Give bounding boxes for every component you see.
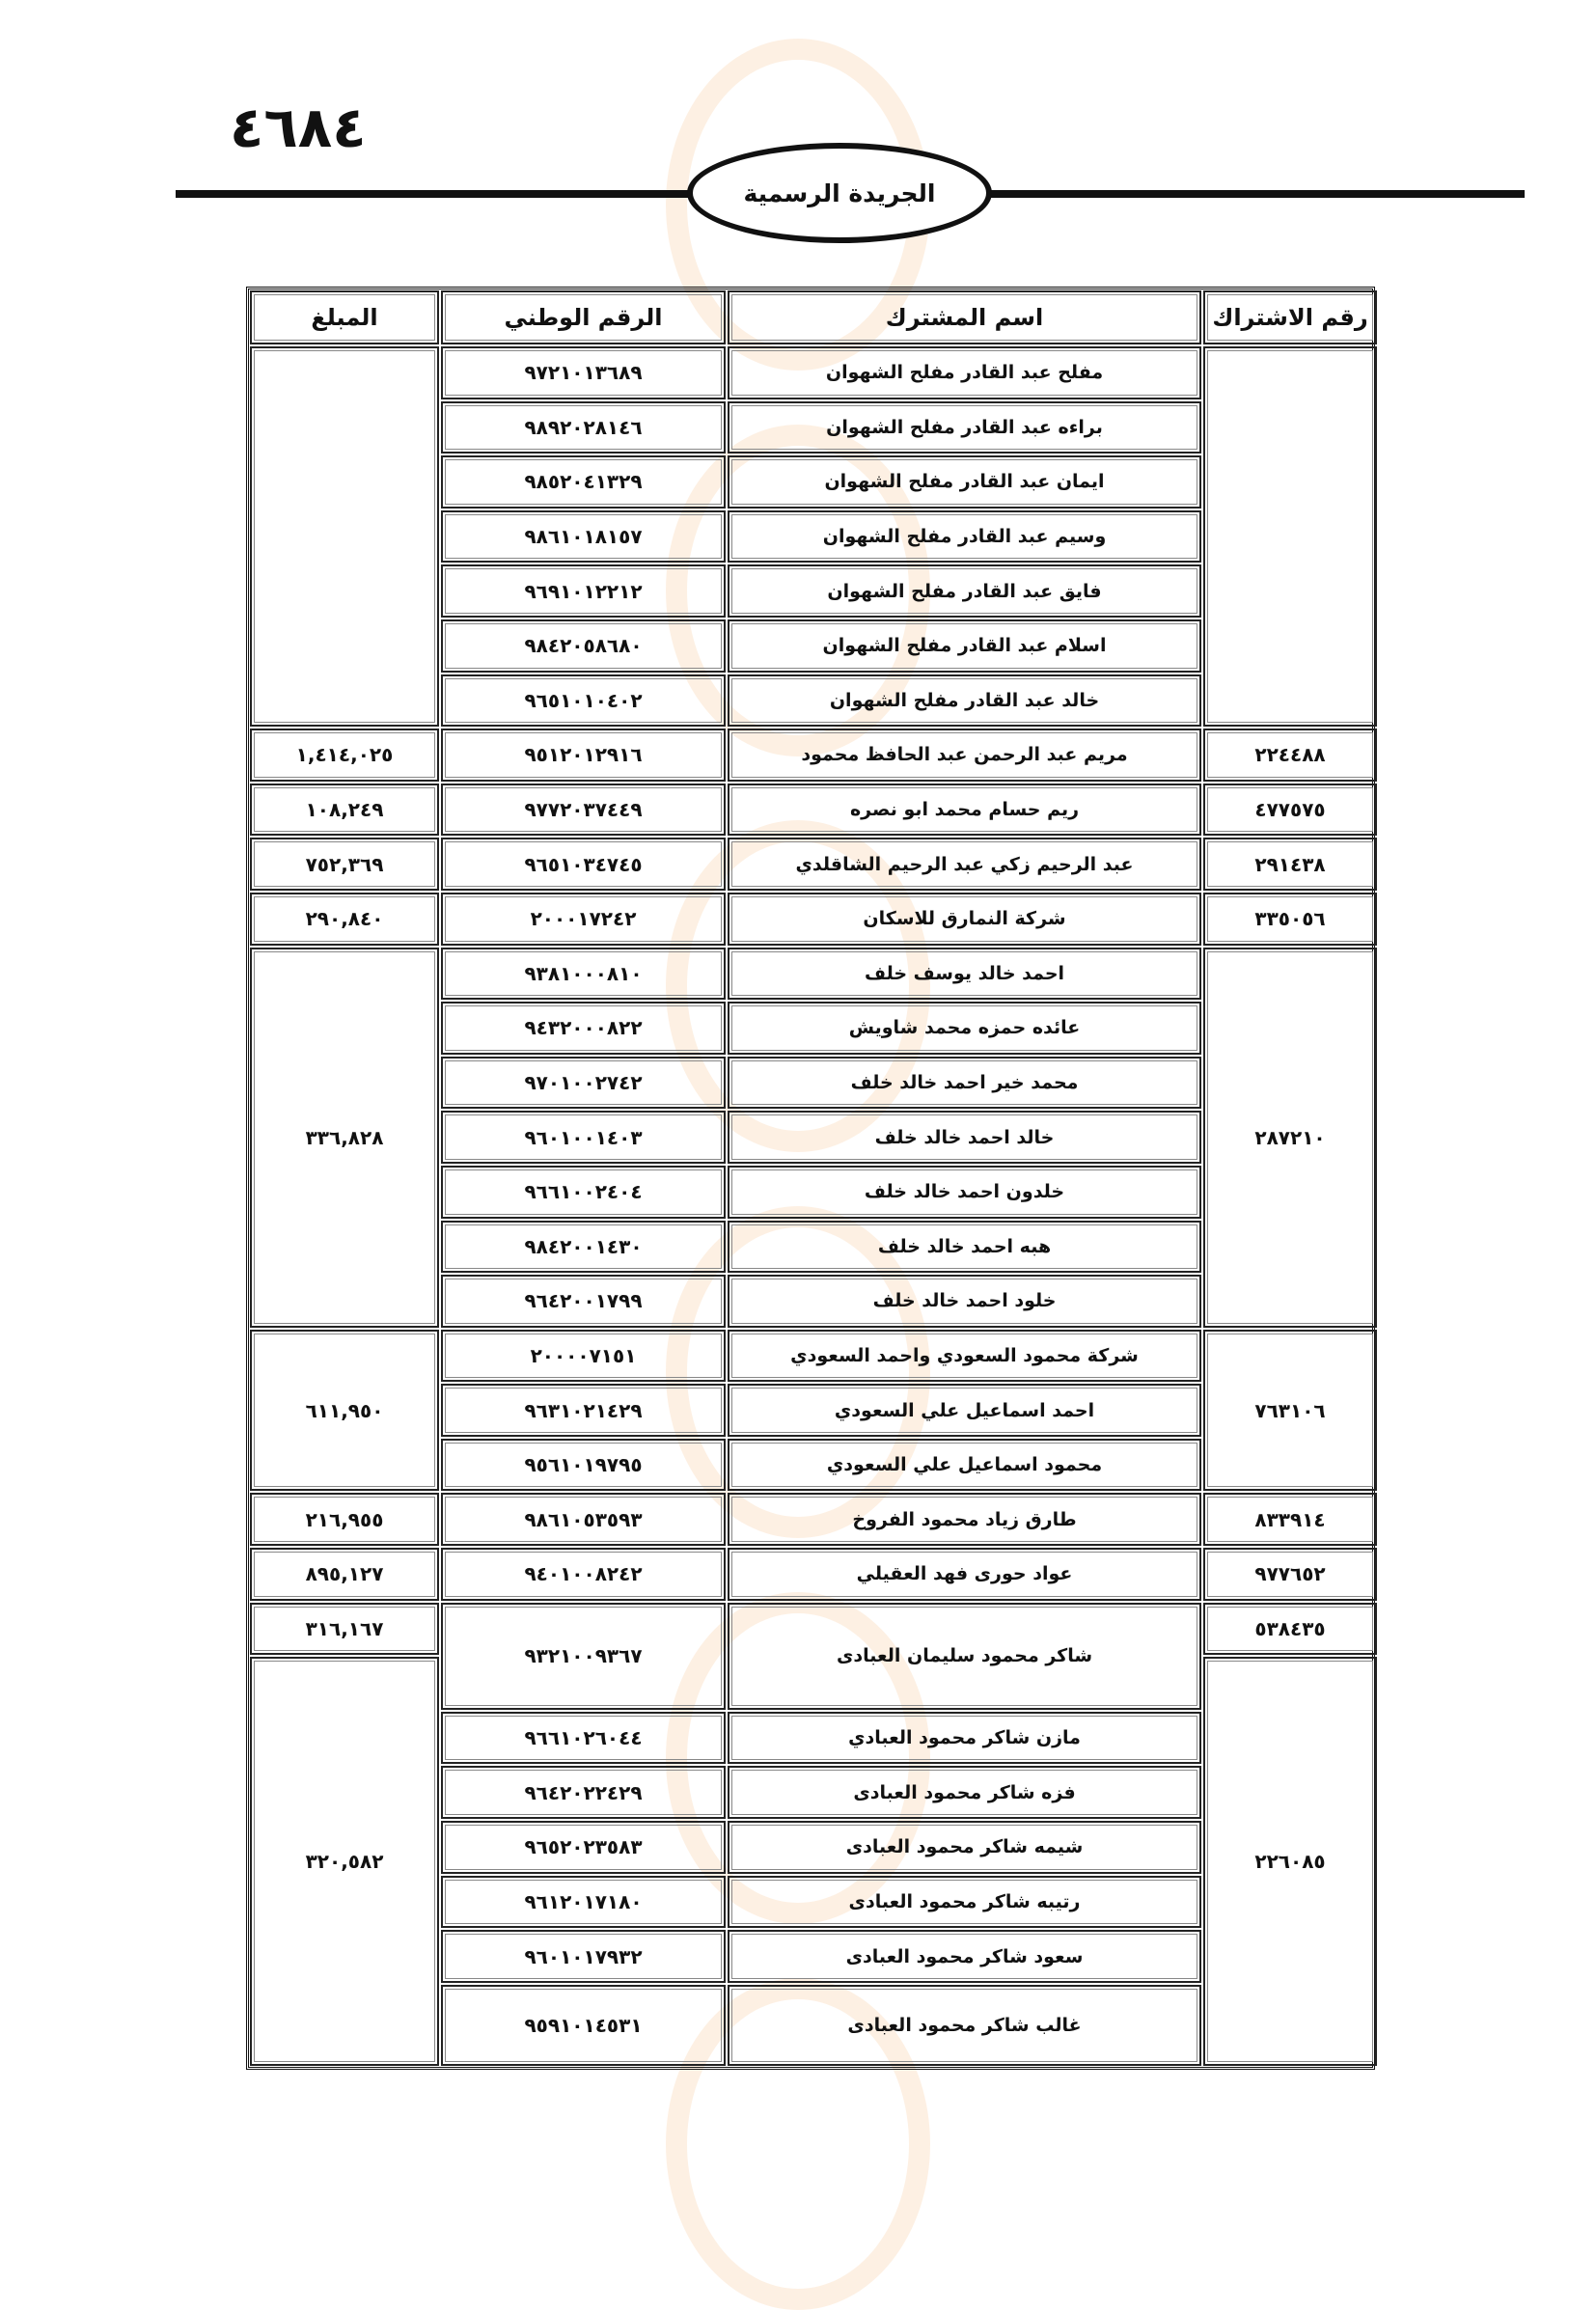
national-id: ٩٦٠١٠١٧٩٣٢ — [441, 1930, 726, 1983]
subscription-number: ٤٧٧٥٧٥ — [1203, 784, 1377, 837]
subscriber-name: ريم حسام محمد ابو نصره — [728, 784, 1201, 837]
subscriber-name: عواد حورى فهد العقيلي — [728, 1548, 1201, 1601]
subscription-number: ٥٣٨٤٣٥ — [1203, 1603, 1377, 1656]
subscribers-table — [246, 287, 1375, 2070]
subscriber-name: احمد اسماعيل علي السعودي — [728, 1384, 1201, 1437]
amount: ١,٤١٤,٠٢٥ — [250, 729, 439, 782]
subscriber-name: شاكر محمود سليمان العبادى — [728, 1603, 1201, 1710]
national-id: ٩٧٢١٠١٣٦٨٩ — [441, 346, 726, 399]
subscriber-name: خلود احمد خالد خلف — [728, 1275, 1201, 1328]
subscriber-name: فايق عبد القادر مفلح الشهوان — [728, 564, 1201, 618]
subscriber-name: محمود اسماعيل علي السعودي — [728, 1439, 1201, 1492]
amount: ٣٣٦,٨٢٨ — [250, 948, 439, 1328]
national-id: ٩٤٠١٠٠٨٢٤٢ — [441, 1548, 726, 1601]
subscription-number: ٧٦٣١٠٦ — [1203, 1330, 1377, 1492]
national-id: ٩٦٦١٠٠٢٤٠٤ — [441, 1166, 726, 1219]
subscriber-name: فزه شاكر محمود العبادى — [728, 1766, 1201, 1819]
subscriber-name: خلدون احمد خالد خلف — [728, 1166, 1201, 1219]
amount: ١٠٨,٢٤٩ — [250, 784, 439, 837]
subscriber-name: مريم عبد الرحمن عبد الحافظ محمود — [728, 729, 1201, 782]
amount: ٣١٦,١٦٧ — [250, 1603, 439, 1656]
header-amount: المبلغ — [250, 290, 439, 344]
subscriber-name: رتيبه شاكر محمود العبادى — [728, 1876, 1201, 1929]
national-id: ٩٧٠١٠٠٢٧٤٢ — [441, 1057, 726, 1110]
subscriber-name: مازن شاكر محمود العبادي — [728, 1712, 1201, 1765]
amount: ٦١١,٩٥٠ — [250, 1330, 439, 1492]
subscription-number: ٢٢٤٤٨٨ — [1203, 729, 1377, 782]
amount: ٢١٦,٩٥٥ — [250, 1493, 439, 1546]
national-id: ٩٦٠١٠٠١٤٠٣ — [441, 1111, 726, 1164]
subscription-number: ٢٩١٤٣٨ — [1203, 838, 1377, 891]
subscriber-name: خالد احمد خالد خلف — [728, 1111, 1201, 1164]
subscriber-name: مفلح عبد القادر مفلح الشهوان — [728, 346, 1201, 399]
national-id: ٩٧٧٢٠٣٧٤٤٩ — [441, 784, 726, 837]
subscriber-name: اسلام عبد القادر مفلح الشهوان — [728, 619, 1201, 673]
national-id: ٩٤٣٢٠٠٠٨٢٢ — [441, 1002, 726, 1055]
subscriber-name: خالد عبد القادر مفلح الشهوان — [728, 674, 1201, 728]
subscriber-name: احمد خالد يوسف خلف — [728, 948, 1201, 1001]
national-id: ٢٠٠٠١٧٢٤٢ — [441, 893, 726, 946]
subscriber-name: طارق زياد محمود الفروخ — [728, 1493, 1201, 1546]
amount: ٣٢٠,٥٨٢ — [250, 1657, 439, 2066]
national-id: ٩٦٤٢٠٠١٧٩٩ — [441, 1275, 726, 1328]
page-number: ٤٦٨٤ — [230, 95, 367, 160]
national-id: ٩٣٨١٠٠٠٨١٠ — [441, 948, 726, 1001]
national-id: ٩٦٥١٠٣٤٧٤٥ — [441, 838, 726, 891]
national-id: ٩٦٩١٠١٢٢١٢ — [441, 564, 726, 618]
gazette-title: الجريدة الرسمية — [743, 179, 936, 207]
national-id: ٩٥١٢٠١٢٩١٦ — [441, 729, 726, 782]
amount: ٢٩٠,٨٤٠ — [250, 893, 439, 946]
subscription-number: ٢٢٦٠٨٥ — [1203, 1657, 1377, 2066]
national-id: ٩٦٣١٠٢١٤٢٩ — [441, 1384, 726, 1437]
national-id: ٩٨٦١٠١٨١٥٧ — [441, 510, 726, 564]
subscriber-name: شيمه شاكر محمود العبادى — [728, 1821, 1201, 1874]
national-id: ٩٨٦١٠٥٣٥٩٣ — [441, 1493, 726, 1546]
subscriber-name: ايمان عبد القادر مفلح الشهوان — [728, 455, 1201, 509]
subscription-number — [1203, 346, 1377, 727]
subscriber-name: هبه احمد خالد خلف — [728, 1221, 1201, 1274]
amount: ٨٩٥,١٢٧ — [250, 1548, 439, 1601]
subscription-number: ٨٣٣٩١٤ — [1203, 1493, 1377, 1546]
header-name: اسم المشترك — [728, 290, 1201, 344]
national-id: ٩٥٦١٠١٩٧٩٥ — [441, 1439, 726, 1492]
header-subscription: رقم الاشتراك — [1203, 290, 1377, 344]
subscriber-name: عائده حمزه محمد شاويش — [728, 1002, 1201, 1055]
national-id: ٩٦٥١٠١٠٤٠٢ — [441, 674, 726, 728]
subscription-number: ٣٣٥٠٥٦ — [1203, 893, 1377, 946]
national-id: ٩٣٢١٠٠٩٣٦٧ — [441, 1603, 726, 1710]
subscriber-name: شركة النمارق للاسكان — [728, 893, 1201, 946]
national-id: ٩٦١٢٠١٧١٨٠ — [441, 1876, 726, 1929]
subscriber-name: عبد الرحيم زكي عبد الرحيم الشاقلدي — [728, 838, 1201, 891]
national-id: ٩٦٦١٠٢٦٠٤٤ — [441, 1712, 726, 1765]
national-id: ٢٠٠٠٠٧١٥١ — [441, 1330, 726, 1383]
national-id: ٩٥٩١٠١٤٥٣١ — [441, 1985, 726, 2066]
subscriber-name: وسيم عبد القادر مفلح الشهوان — [728, 510, 1201, 564]
national-id: ٩٨٤٢٠٥٨٦٨٠ — [441, 619, 726, 673]
amount: ٧٥٢,٣٦٩ — [250, 838, 439, 891]
subscriber-name: شركة محمود السعودي واحمد السعودي — [728, 1330, 1201, 1383]
subscriber-name: غالب شاكر محمود العبادى — [728, 1985, 1201, 2066]
national-id: ٩٦٥٢٠٢٣٥٨٣ — [441, 1821, 726, 1874]
subscriber-name: براءه عبد القادر مفلح الشهوان — [728, 401, 1201, 454]
amount — [250, 346, 439, 727]
national-id: ٩٨٤٢٠٠١٤٣٠ — [441, 1221, 726, 1274]
subscription-number: ٩٧٧٦٥٢ — [1203, 1548, 1377, 1601]
national-id: ٩٨٥٢٠٤١٣٢٩ — [441, 455, 726, 509]
national-id: ٩٨٩٢٠٢٨١٤٦ — [441, 401, 726, 454]
header-national-id: الرقم الوطني — [441, 290, 726, 344]
gazette-title-oval — [687, 143, 992, 243]
national-id: ٩٦٤٢٠٢٢٤٢٩ — [441, 1766, 726, 1819]
subscriber-name: سعود شاكر محمود العبادى — [728, 1930, 1201, 1983]
subscriber-name: محمد خير احمد خالد خلف — [728, 1057, 1201, 1110]
subscription-number: ٢٨٧٢١٠ — [1203, 948, 1377, 1328]
